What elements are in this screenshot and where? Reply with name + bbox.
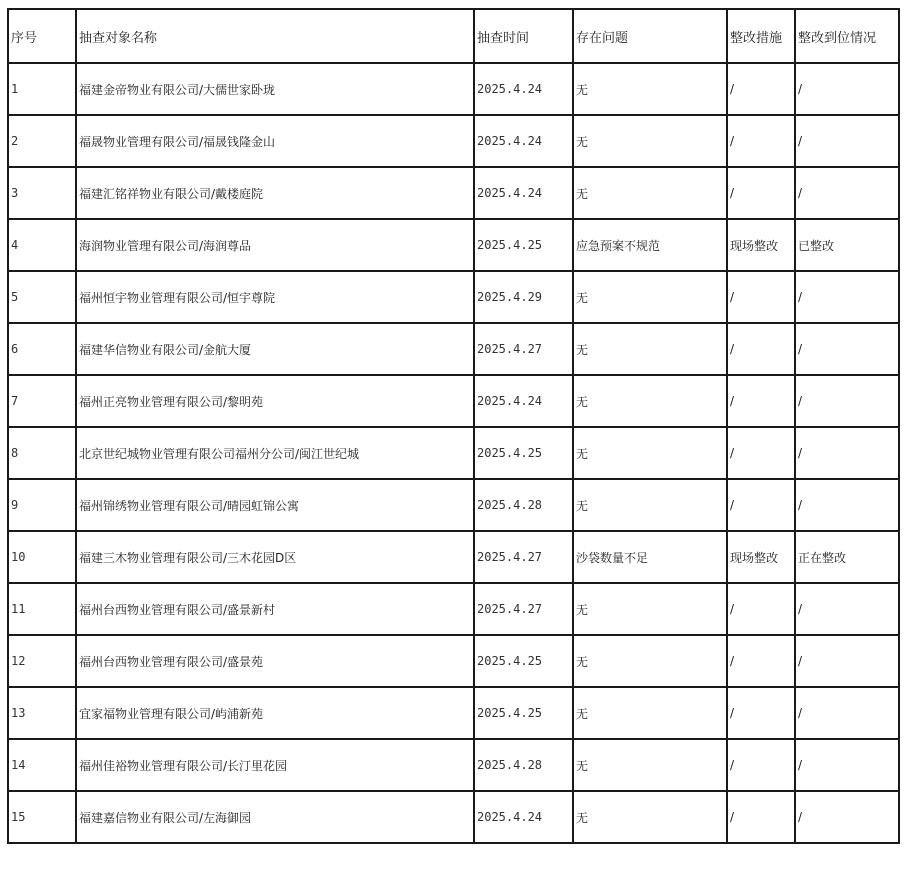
inspection-table xyxy=(7,8,900,844)
cell-issue: 无 xyxy=(573,687,727,739)
cell-status: / xyxy=(795,375,899,427)
cell-measure: / xyxy=(727,791,795,843)
header-issue: 存在问题 xyxy=(573,9,727,63)
table-row xyxy=(8,63,899,115)
cell-name: 福建嘉信物业有限公司/左海御园 xyxy=(76,791,474,843)
cell-no: 11 xyxy=(8,583,76,635)
header-measure: 整改措施 xyxy=(727,9,795,63)
header-name: 抽查对象名称 xyxy=(76,9,474,63)
cell-date: 2025.4.25 xyxy=(474,687,573,739)
cell-date: 2025.4.24 xyxy=(474,63,573,115)
cell-no: 12 xyxy=(8,635,76,687)
table-row xyxy=(8,739,899,791)
cell-measure: / xyxy=(727,687,795,739)
cell-measure: 现场整改 xyxy=(727,219,795,271)
table-row xyxy=(8,583,899,635)
cell-issue: 无 xyxy=(573,479,727,531)
cell-measure: / xyxy=(727,739,795,791)
cell-no: 2 xyxy=(8,115,76,167)
table-row xyxy=(8,635,899,687)
cell-measure: / xyxy=(727,167,795,219)
cell-issue: 无 xyxy=(573,427,727,479)
cell-date: 2025.4.25 xyxy=(474,635,573,687)
cell-date: 2025.4.27 xyxy=(474,583,573,635)
cell-measure: / xyxy=(727,479,795,531)
cell-issue: 无 xyxy=(573,323,727,375)
cell-issue: 无 xyxy=(573,583,727,635)
cell-issue: 无 xyxy=(573,167,727,219)
cell-no: 6 xyxy=(8,323,76,375)
cell-status: / xyxy=(795,63,899,115)
table-body xyxy=(8,63,899,843)
cell-no: 4 xyxy=(8,219,76,271)
cell-issue: 应急预案不规范 xyxy=(573,219,727,271)
cell-measure: 现场整改 xyxy=(727,531,795,583)
cell-status: / xyxy=(795,271,899,323)
cell-date: 2025.4.24 xyxy=(474,375,573,427)
cell-no: 1 xyxy=(8,63,76,115)
table-row xyxy=(8,375,899,427)
cell-no: 9 xyxy=(8,479,76,531)
cell-status: / xyxy=(795,791,899,843)
cell-name: 福建华信物业有限公司/金航大厦 xyxy=(76,323,474,375)
table-row xyxy=(8,167,899,219)
cell-date: 2025.4.24 xyxy=(474,167,573,219)
cell-date: 2025.4.28 xyxy=(474,739,573,791)
cell-status: / xyxy=(795,427,899,479)
cell-issue: 沙袋数量不足 xyxy=(573,531,727,583)
cell-status: / xyxy=(795,115,899,167)
cell-status: / xyxy=(795,583,899,635)
cell-no: 5 xyxy=(8,271,76,323)
table-row xyxy=(8,219,899,271)
cell-status: / xyxy=(795,687,899,739)
cell-status: / xyxy=(795,167,899,219)
cell-no: 7 xyxy=(8,375,76,427)
header-status: 整改到位情况 xyxy=(795,9,899,63)
cell-date: 2025.4.27 xyxy=(474,323,573,375)
cell-measure: / xyxy=(727,375,795,427)
cell-name: 福州佳裕物业管理有限公司/长汀里花园 xyxy=(76,739,474,791)
cell-measure: / xyxy=(727,635,795,687)
table-row xyxy=(8,271,899,323)
cell-name: 福州台西物业管理有限公司/盛景苑 xyxy=(76,635,474,687)
cell-name: 福州锦绣物业管理有限公司/晴园虹锦公寓 xyxy=(76,479,474,531)
cell-measure: / xyxy=(727,63,795,115)
cell-name: 福建金帝物业有限公司/大儒世家卧珑 xyxy=(76,63,474,115)
cell-issue: 无 xyxy=(573,115,727,167)
cell-name: 宜家福物业管理有限公司/屿浦新苑 xyxy=(76,687,474,739)
cell-status: / xyxy=(795,323,899,375)
cell-date: 2025.4.29 xyxy=(474,271,573,323)
cell-date: 2025.4.25 xyxy=(474,427,573,479)
cell-issue: 无 xyxy=(573,375,727,427)
cell-name: 福州正亮物业管理有限公司/黎明苑 xyxy=(76,375,474,427)
cell-issue: 无 xyxy=(573,271,727,323)
table-row xyxy=(8,323,899,375)
header-no: 序号 xyxy=(8,9,76,63)
cell-no: 10 xyxy=(8,531,76,583)
cell-name: 福州恒宇物业管理有限公司/恒宇尊院 xyxy=(76,271,474,323)
cell-status: 正在整改 xyxy=(795,531,899,583)
cell-no: 15 xyxy=(8,791,76,843)
cell-date: 2025.4.24 xyxy=(474,791,573,843)
cell-issue: 无 xyxy=(573,63,727,115)
table-row xyxy=(8,687,899,739)
cell-date: 2025.4.28 xyxy=(474,479,573,531)
cell-issue: 无 xyxy=(573,635,727,687)
header-row xyxy=(8,9,899,63)
table-row xyxy=(8,791,899,843)
cell-measure: / xyxy=(727,323,795,375)
cell-date: 2025.4.27 xyxy=(474,531,573,583)
cell-status: / xyxy=(795,635,899,687)
table-row xyxy=(8,479,899,531)
cell-name: 海润物业管理有限公司/海润尊品 xyxy=(76,219,474,271)
cell-no: 13 xyxy=(8,687,76,739)
cell-measure: / xyxy=(727,427,795,479)
cell-issue: 无 xyxy=(573,739,727,791)
table-row xyxy=(8,531,899,583)
cell-measure: / xyxy=(727,115,795,167)
cell-date: 2025.4.24 xyxy=(474,115,573,167)
cell-no: 3 xyxy=(8,167,76,219)
cell-status: 已整改 xyxy=(795,219,899,271)
cell-date: 2025.4.25 xyxy=(474,219,573,271)
table-row xyxy=(8,115,899,167)
table-header xyxy=(8,9,899,63)
cell-name: 福州台西物业管理有限公司/盛景新村 xyxy=(76,583,474,635)
cell-no: 14 xyxy=(8,739,76,791)
table-row xyxy=(8,427,899,479)
cell-name: 北京世纪城物业管理有限公司福州分公司/闽江世纪城 xyxy=(76,427,474,479)
cell-issue: 无 xyxy=(573,791,727,843)
cell-name: 福建三木物业管理有限公司/三木花园D区 xyxy=(76,531,474,583)
cell-status: / xyxy=(795,479,899,531)
cell-measure: / xyxy=(727,271,795,323)
header-date: 抽查时间 xyxy=(474,9,573,63)
cell-no: 8 xyxy=(8,427,76,479)
cell-name: 福建汇铭祥物业有限公司/戴楼庭院 xyxy=(76,167,474,219)
cell-measure: / xyxy=(727,583,795,635)
cell-name: 福晟物业管理有限公司/福晟钱隆金山 xyxy=(76,115,474,167)
cell-status: / xyxy=(795,739,899,791)
